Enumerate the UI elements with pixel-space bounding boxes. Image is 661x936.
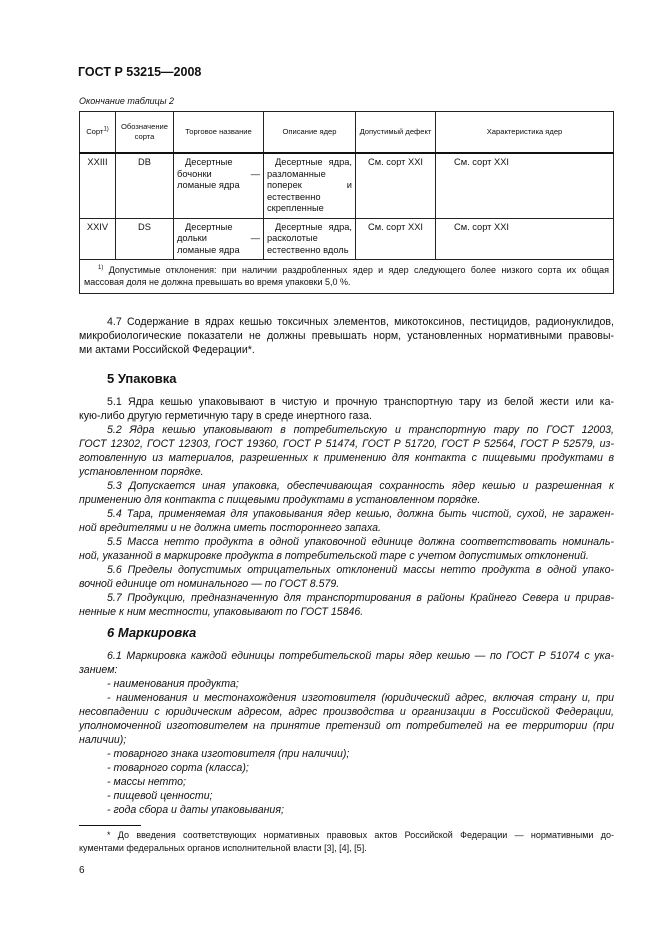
list-item: - наименования и местонахождения изготовителя (юридический адрес, включая страну и, при: [107, 692, 614, 704]
list-item: - пищевой ценности;: [107, 790, 213, 802]
paragraph-4-7: микробиологические показатели не должны превышать норм, установленных нормативными правовы-: [79, 330, 614, 342]
list-item: - года сбора и даты упаковывания;: [107, 804, 284, 816]
paragraph: 5.3 Допускается иная упаковка, обеспечивающая сохранность ядер кешью и разрешенная к: [107, 480, 614, 492]
list-item: - массы нетто;: [107, 776, 186, 788]
table-cell: См. сорт XXI: [356, 218, 436, 260]
section-5-heading: 5 Упаковка: [107, 371, 177, 386]
list-item: занием:: [79, 664, 118, 676]
table-cell: DB: [116, 153, 174, 218]
paragraph: 5.7 Продукцию, предназначенную для транспортирования в районы Крайнего Севера и прирав-: [107, 592, 614, 604]
table-cell: XXIII: [80, 153, 116, 218]
paragraph: 5.5 Масса нетто продукта в одной упаковочной единице должна соответствовать номиналь-: [107, 536, 614, 548]
paragraph: ной вредителями и не должна иметь постороннего запаха.: [79, 522, 382, 534]
paragraph: установленном порядке.: [79, 466, 204, 478]
paragraph-4-7: ми актами Российской Федерации*.: [79, 344, 255, 356]
table-cell: DS: [116, 218, 174, 260]
paragraph: ГОСТ 12302, ГОСТ 12303, ГОСТ 19360, ГОСТ Р 51474, ГОСТ Р 51720, ГОСТ Р 52564, ГОСТ Р 52579, из-: [79, 438, 614, 450]
paragraph: ной, указанной в маркировке продукта в потребительской таре с учетом допустимых отклонений.: [79, 550, 589, 562]
table-header-row: [80, 112, 614, 154]
table-cell: Десертные ядра, расколотые естественно вдоль: [264, 218, 356, 260]
table-cell: XXIV: [80, 218, 116, 260]
column-header: Характеристика ядер: [436, 112, 614, 154]
paragraph: 5.6 Пределы допустимых отрицательных отклонений массы нетто продукта в одной упако-: [107, 564, 614, 576]
document-header: ГОСТ Р 53215—2008: [78, 65, 202, 79]
column-header: Сорт$^{1)}$: [80, 112, 116, 154]
paragraph: 5.1 Ядра кешью упаковывают в чистую и прочную транспортную тару из белой жести или ка-: [107, 396, 614, 408]
column-header: Обозначение сорта: [116, 112, 174, 154]
table-row: [80, 218, 614, 260]
page-number: 6: [79, 865, 85, 876]
list-item: несовпадении с юридическим адресом, адрес производства и организации в Российской Федерации,: [79, 706, 614, 718]
table-footnote-row: [80, 260, 614, 294]
paragraph: готовленную из материалов, разрешенных к применению для контакта с пищевыми продуктами в: [79, 452, 614, 464]
list-item: - товарного сорта (класса);: [107, 762, 249, 774]
page-footnote: * До введения соответствующих нормативных правовых актов Российской Федерации — нормативными до-: [107, 830, 614, 840]
table-cell: Десертные дольки — ломаные ядра: [174, 218, 264, 260]
cashew-grades-table: [79, 111, 614, 294]
section-6-heading: 6 Маркировка: [107, 625, 197, 640]
list-item: 6.1 Маркировка каждой единицы потребительской тары ядер кешью — по ГОСТ Р 51074 с ука-: [107, 650, 614, 662]
paragraph: 5.4 Тара, применяемая для упаковывания ядер кешью, должна быть чистой, сухой, не заражен-: [107, 508, 614, 520]
footnote-separator: [79, 825, 141, 826]
table-caption: Окончание таблицы 2: [79, 96, 174, 106]
list-item: - наименования продукта;: [107, 678, 239, 690]
column-header: Допустимый дефект: [356, 112, 436, 154]
column-header: Описание ядер: [264, 112, 356, 154]
paragraph: применению для контакта с пищевыми продуктами в установленном порядке.: [79, 494, 481, 506]
column-header: Торговое название: [174, 112, 264, 154]
table-cell: Десертные ядра, разломанные поперек и естественно скрепленные: [264, 153, 356, 218]
paragraph-4-7: 4.7 Содержание в ядрах кешью токсичных элементов, микотоксинов, пестицидов, радионуклидов,: [107, 316, 614, 328]
table-cell: См. сорт XXI: [436, 218, 614, 260]
table-cell: См. сорт XXI: [356, 153, 436, 218]
table-cell: См. сорт XXI: [436, 153, 614, 218]
paragraph: 5.2 Ядра кешью упаковывают в потребительскую и транспортную тару по ГОСТ 12003,: [107, 424, 614, 436]
list-item: наличии);: [79, 734, 127, 746]
paragraph: вочной единице от номинального — по ГОСТ 8.579.: [79, 578, 340, 590]
page-footnote: кументами федеральных органов исполнительной власти [3], [4], [5].: [79, 843, 367, 853]
paragraph: ненные к ним местности, упаковывают по ГОСТ 15846.: [79, 606, 364, 618]
table-row: [80, 153, 614, 218]
list-item: уполномоченной изготовителем на принятие претензий от потребителей на ее территории (при: [79, 720, 614, 732]
paragraph: кую-либо другую герметичную тару в среде инертного газа.: [79, 410, 372, 422]
table-cell: Десертные бочонки — ломаные ядра: [174, 153, 264, 218]
table-footnote: $^{1)}$ Допустимые отклонения: при наличии раздробленных ядер и ядер следующего более низкого сорта их общая массовая доля не должна превышать во время упаковки 5,0 %.: [80, 260, 614, 294]
list-item: - товарного знака изготовителя (при наличии);: [107, 748, 350, 760]
